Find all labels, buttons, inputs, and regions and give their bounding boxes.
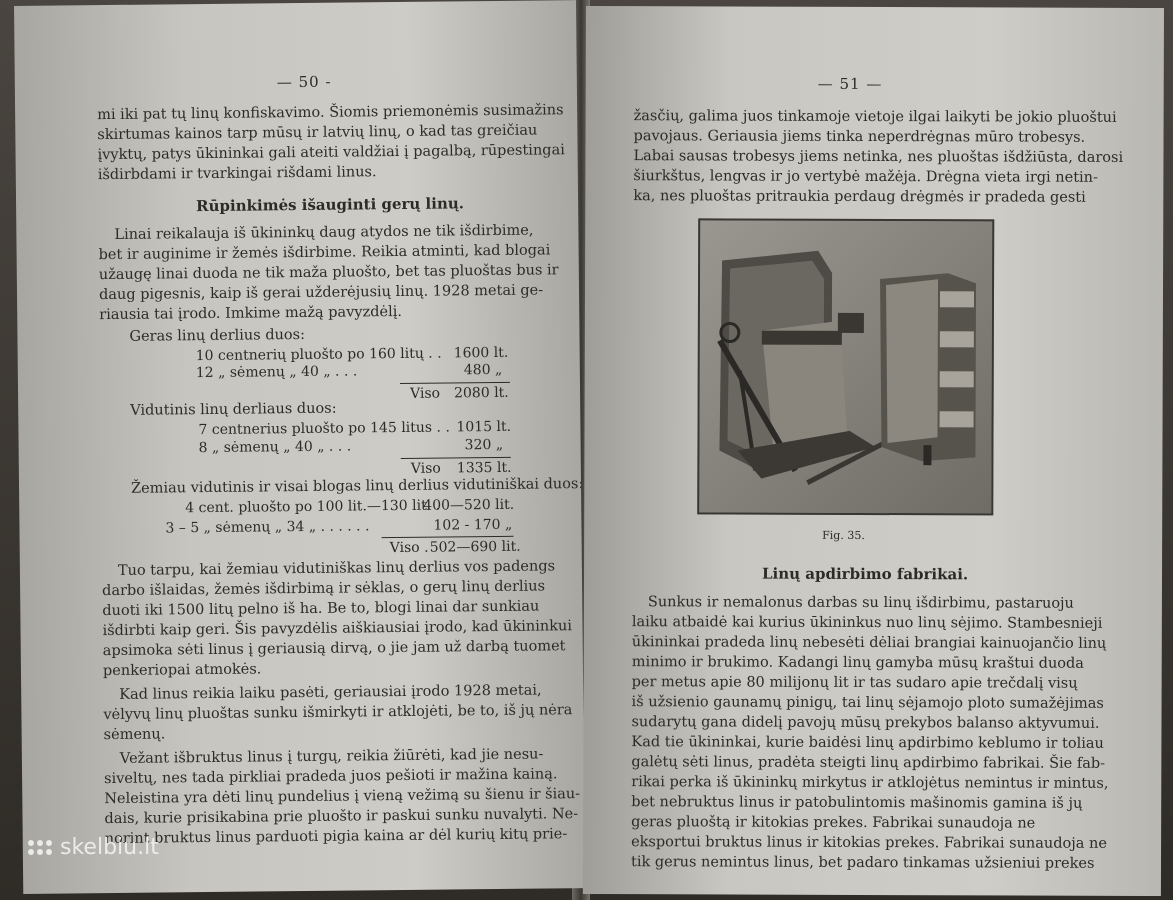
text-line: vėlyvų linų pluoštas sunku išmirkyti ir atklojėti, be to, iš jų nėra <box>103 702 573 724</box>
total-label: Viso . <box>389 539 429 557</box>
sum-rule <box>401 457 511 459</box>
total-label: Viso <box>409 385 441 402</box>
text-line: penkeriopai atmokės. <box>102 661 262 680</box>
text-line: Kad linus reikia laiku pasėti, geriausiai įrodo 1928 metai, <box>119 682 542 703</box>
left-page-number: — 50 - <box>276 72 332 92</box>
total-amount: 502—690 lit. <box>429 538 521 556</box>
example-row-amount: 1600 lt. <box>453 344 509 362</box>
text-line: geras pluoštą ir kitokias prekes. Fabrikai sunaudoja ne <box>631 814 1036 832</box>
example-row-desc: 12 „ sėmenų „ 40 „ . . . <box>195 363 358 382</box>
dots-grid-icon <box>28 840 52 855</box>
text-line: Neleistina yra dėti linų pundelius į vieną vežimą su šienu ir šiau- <box>104 786 581 808</box>
right-page-number: — 51 — <box>817 74 883 94</box>
text-line: eksportui bruktus linus ir kitokias prekes. Fabrikai sunaudoja ne <box>631 834 1107 852</box>
sum-rule <box>382 536 514 538</box>
right-page <box>583 6 1164 896</box>
example-row-desc: 8 „ sėmenų „ 40 „ . . . <box>198 438 352 457</box>
text-line: galėtų sėti linus, pradėta steigti linų apdirbimo fabrikai. Šie fab- <box>631 754 1106 772</box>
example-row-desc: 10 centnerių pluošto po 160 litų . . <box>195 345 442 365</box>
text-line: ka, nes pluoštas pritraukia perdaug drėgmės ir pradeda gesti <box>633 188 1086 206</box>
text-line: Tuo tarpu, kai žemiau vidutiniškas linų derlius vos padengs <box>117 558 556 579</box>
text-line: Linai reikalauja iš ūkininkų daug atydos ne tik išdirbime, <box>114 222 534 243</box>
example-row-desc: 3 – 5 „ sėmenų „ 34 „ . . . . . . <box>165 518 370 537</box>
example-row-amount: 400—520 lit. <box>423 496 515 514</box>
text-line: šiurkštus, lengvas ir jo vertybė mažėja. Drėgna vieta irgi netin- <box>633 168 1098 186</box>
sum-rule <box>400 382 510 384</box>
total-amount: 2080 lt. <box>453 384 509 402</box>
text-line: laiku atbaidė kai kurius ūkininkus nuo linų sėjimo. Stambesnieji <box>631 614 1103 632</box>
text-line: žasčių, galima juos tinkamoje vietoje ilgai laikyti be jokio pluoštui <box>633 108 1117 126</box>
text-line: Labai sausas trobesys jiems netinka, nes pluoštas išdžiūsta, darosi <box>633 148 1124 166</box>
text-line: norint bruktus linus parduoti pigia kaina ar dėl kurių kitų prie- <box>104 826 568 848</box>
text-line: darbo išlaidas, žemės išdirbimą ir sėklas, o gerų linų derlius <box>102 578 546 600</box>
text-line: tik gerus nemintus linus, bet padaro tinkamas užsieniui prekes <box>630 854 1095 872</box>
example-row-amount: 102 - 170 „ <box>433 516 513 534</box>
text-line: bet ir auginime ir žemės išdirbime. Reikia atminti, kad blogai <box>98 242 551 264</box>
text-line: ūkininkai pradeda linų nebesėti dėliai brangiai kainuojančio linų <box>631 634 1107 652</box>
text-line: per metus apie 80 milijonų lit ir tas sudaro apie trečdalį visų <box>631 674 1078 692</box>
total-label: Viso <box>410 460 441 477</box>
example-heading: Žemiau vidutinis ir visai blogas linų derlius vidutiniškai duos: <box>130 476 584 497</box>
example-row-amount: 1015 lt. <box>456 418 512 436</box>
text-line: daug pigesnis, kaip iš gerai užderėjusių linų. 1928 metai ge- <box>98 282 544 304</box>
left-section-title: Rūpinkimės išauginti gerų linų. <box>196 194 465 216</box>
machine-illustration <box>697 218 994 515</box>
example-row-desc: 4 cent. pluošto po 100 lit.—130 lit. . <box>185 497 441 517</box>
text-line: rikai perka iš ūkininkų mirkytus ir atklojėtus nemintus ir mintus, <box>631 774 1109 792</box>
text-line: sudarytų gana didelį pavojų mūsų prekybos balanso aktyvumui. <box>631 714 1100 732</box>
text-line: Kad tie ūkininkai, kurie baidėsi linų apdirbimo keblumo ir toliau <box>631 734 1104 752</box>
text-line: duoti iki 1500 litų pelno iš ha. Be to, blogi linai dar sunkiau <box>102 598 540 620</box>
text-line: apsimoka sėti linus į geriausią dirvą, o jie jam už darbą tuomet <box>102 638 566 660</box>
example-row-desc: 7 centnerius pluošto po 145 litus . . <box>198 419 450 439</box>
text-line: minimo ir brukimo. Kadangi linų gamyba mūsų kraštui duoda <box>631 654 1085 672</box>
example-row-amount: 320 „ <box>464 436 504 454</box>
text-line: pavojaus. Geriausia jiems tinka neperdrėgnas mūro trobesys. <box>633 128 1086 146</box>
text-line: Sunkus ir nemalonus darbas su linų išdirbimu, pastaruoju <box>647 594 1074 612</box>
text-line: riausia tai įrodo. Imkime mažą pavyzdėlį. <box>99 303 403 324</box>
text-line: iš užsienio gaunamų pinigų, tai linų sėjamojo ploto sumažėjimas <box>631 694 1104 712</box>
text-line: sėmenų. <box>103 726 166 744</box>
left-page <box>14 0 585 894</box>
example-heading: Vidutinis linų derliaus duos: <box>130 400 337 419</box>
figure-caption: Fig. 35. <box>822 528 865 542</box>
text-line: mi iki pat tų linų konfiskavimo. Šiomis priemonėmis susimažins <box>97 102 564 124</box>
right-section-title: Linų apdirbimo fabrikai. <box>761 564 969 584</box>
text-line: siveltų, nes tada pirkliai pradeda juos pešioti ir mažina kainą. <box>104 766 558 788</box>
text-line: užaugę linai duoda ne tik maža pluošto, bet tas pluoštas bus ir <box>98 262 559 284</box>
machine-illustration-svg <box>699 220 992 513</box>
total-amount: 1335 lt. <box>456 459 512 477</box>
example-heading: Geras linų derlius duos: <box>129 326 306 345</box>
text-line: dais, kurie prisikabina prie pluošto ir paskui sunku nuvalyti. Ne- <box>104 806 579 828</box>
text-line: išdirbdami ir tvarkingai rišdami linus. <box>97 164 377 184</box>
text-line: skirtumas kainos tarp mūsų ir latvių linų, o kad tas greičiau <box>97 122 538 144</box>
watermark-text: skelbiu.lt <box>60 835 159 860</box>
text-line: įvyktų, patys ūkininkai gali ateiti valdžiai į pagalbą, rūpestingai <box>97 142 565 164</box>
text-line: Vežant išbruktus linus į turgų, reikia žiūrėti, kad jie nesu- <box>119 746 544 767</box>
example-row-amount: 480 „ <box>463 361 503 379</box>
text-line: bet nebruktus linus ir patobulintomis mašinomis gamina iš jų <box>631 794 1083 812</box>
text-line: išdirbti kaip geri. Šis pavyzdėlis aiškiausiai įrodo, kad ūkininkui <box>102 618 573 640</box>
site-watermark <box>28 835 159 860</box>
